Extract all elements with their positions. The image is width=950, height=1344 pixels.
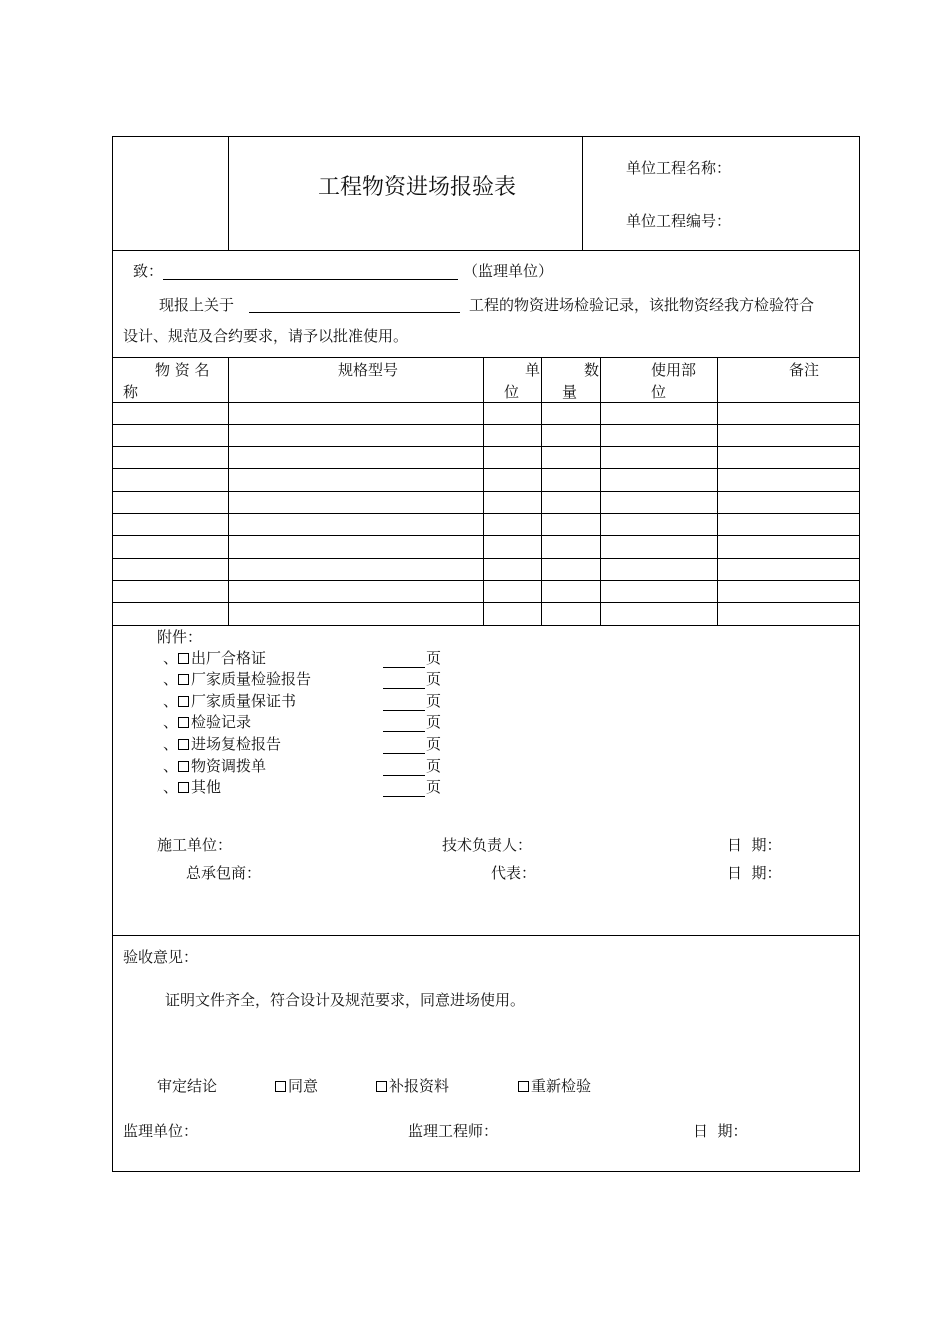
project-name-blank[interactable]: [249, 312, 460, 313]
option-reinspect[interactable]: [518, 1076, 591, 1096]
table-row-line: [113, 402, 859, 403]
col-header-remark: 备注: [789, 361, 820, 379]
date-label-2: 日 期：: [727, 864, 782, 882]
date-label-1: 日 期：: [727, 836, 782, 854]
attachment-pages: [383, 712, 441, 732]
intro-line1-prefix: 现报上关于: [159, 296, 235, 314]
table-row-line: [113, 580, 859, 581]
intro-line2: 设计、规范及合约要求，请予以批准使用。: [123, 327, 409, 345]
attachment-pages: [383, 756, 441, 776]
col-header-spec: 规格型号: [338, 361, 399, 379]
page-count-blank[interactable]: [383, 653, 425, 668]
table-row-line: [113, 558, 859, 559]
checkbox[interactable]: [376, 1081, 387, 1092]
attachment-prefix: 、: [163, 713, 179, 731]
header-bottom-border: [113, 250, 859, 251]
page-unit: 页: [426, 670, 442, 688]
attachment-item: [163, 777, 221, 797]
attachment-prefix: 、: [163, 670, 179, 688]
review-opinion: 证明文件齐全，符合设计及规范要求，同意进场使用。: [165, 991, 526, 1009]
attachment-prefix: 、: [163, 735, 179, 753]
page-count-blank[interactable]: [383, 761, 425, 776]
checkbox[interactable]: [275, 1081, 286, 1092]
page-unit: 页: [426, 735, 442, 753]
unit-project-number-label: 单位工程编号：: [626, 212, 732, 230]
review-label: 验收意见：: [123, 948, 199, 966]
attachment-item: [163, 756, 266, 776]
page-count-blank[interactable]: [383, 782, 425, 797]
attachment-prefix: 、: [163, 692, 179, 710]
attachment-pages: [383, 691, 441, 711]
supervisor-unit-label: 监理单位：: [123, 1122, 199, 1140]
col-header-name-b: 称: [123, 383, 139, 401]
supervisor-engineer-label: 监理工程师：: [408, 1122, 499, 1140]
form-title: 工程物资进场报验表: [318, 175, 517, 200]
page-unit: 页: [426, 692, 442, 710]
construction-unit-label: 施工单位：: [157, 836, 233, 854]
attachment-label: 厂家质量保证书: [191, 692, 297, 710]
table-row-line: [113, 535, 859, 536]
attachment-label: 进场复检报告: [191, 735, 282, 753]
attachment-prefix: 、: [163, 649, 179, 667]
col-header-qty-b: 量: [562, 383, 578, 401]
table-row-line: [113, 602, 859, 603]
to-label: 致：: [133, 262, 164, 280]
page-count-blank[interactable]: [383, 739, 425, 754]
attachment-label: 其他: [191, 778, 222, 796]
attachment-prefix: 、: [163, 778, 179, 796]
page-count-blank[interactable]: [383, 674, 425, 689]
col-header-usage-a: 使用部: [651, 361, 697, 379]
col-header-name-a: 物 资 名: [155, 361, 210, 379]
supervisor-unit-suffix: （监理单位）: [463, 262, 554, 280]
page-unit: 页: [426, 649, 442, 667]
attachment-pages: [383, 648, 441, 668]
checkbox[interactable]: [178, 761, 189, 772]
option-label: 补报资料: [389, 1077, 450, 1095]
conclusion-label: 审定结论: [157, 1077, 218, 1095]
attachment-item: [163, 648, 266, 668]
attachment-item: [163, 712, 251, 732]
review-top-border: [113, 935, 859, 936]
table-row-line: [113, 468, 859, 469]
table-row-line: [113, 513, 859, 514]
supervisor-unit-blank[interactable]: [163, 279, 458, 280]
option-label: 同意: [288, 1077, 319, 1095]
attachment-label: 物资调拨单: [191, 757, 267, 775]
attachment-label: 出厂合格证: [191, 649, 267, 667]
intro-line1-suffix: 工程的物资进场检验记录，该批物资经我方检验符合: [469, 296, 815, 314]
page-unit: 页: [426, 757, 442, 775]
attachment-label: 厂家质量检验报告: [191, 670, 312, 688]
option-agree[interactable]: [275, 1076, 318, 1096]
checkbox[interactable]: [518, 1081, 529, 1092]
col-header-usage-b: 位: [651, 383, 667, 401]
table-row-line: [113, 424, 859, 425]
attachments-label: 附件：: [157, 628, 203, 646]
attachment-item: [163, 669, 311, 689]
col-header-qty-a: 数: [584, 361, 600, 379]
review-date-label: 日 期：: [693, 1122, 748, 1140]
general-contractor-label: 总承包商：: [186, 864, 262, 882]
attachment-pages: [383, 669, 441, 689]
checkbox[interactable]: [178, 739, 189, 750]
checkbox[interactable]: [178, 653, 189, 664]
checkbox[interactable]: [178, 717, 189, 728]
header-divider-right: [582, 137, 583, 250]
page-unit: 页: [426, 713, 442, 731]
option-label: 重新检验: [531, 1077, 592, 1095]
attachment-item: [163, 691, 296, 711]
page-unit: 页: [426, 778, 442, 796]
checkbox[interactable]: [178, 782, 189, 793]
tech-lead-label: 技术负责人：: [442, 836, 533, 854]
inspection-form: [112, 136, 860, 1172]
page-count-blank[interactable]: [383, 717, 425, 732]
attachment-item: [163, 734, 281, 754]
checkbox[interactable]: [178, 696, 189, 707]
intro-bottom-border: [113, 357, 859, 358]
checkbox[interactable]: [178, 674, 189, 685]
table-row-line: [113, 446, 859, 447]
table-row-line: [113, 491, 859, 492]
unit-project-name-label: 单位工程名称：: [626, 159, 732, 177]
attachment-pages: [383, 777, 441, 797]
col-header-unit-b: 位: [504, 383, 520, 401]
col-header-unit-a: 单: [525, 361, 541, 379]
attachment-label: 检验记录: [191, 713, 252, 731]
table-bottom-border: [113, 625, 859, 626]
representative-label: 代表：: [491, 864, 537, 882]
page-count-blank[interactable]: [383, 696, 425, 711]
option-supplement[interactable]: [376, 1076, 449, 1096]
attachment-pages: [383, 734, 441, 754]
header-divider-left: [228, 137, 229, 250]
attachment-prefix: 、: [163, 757, 179, 775]
